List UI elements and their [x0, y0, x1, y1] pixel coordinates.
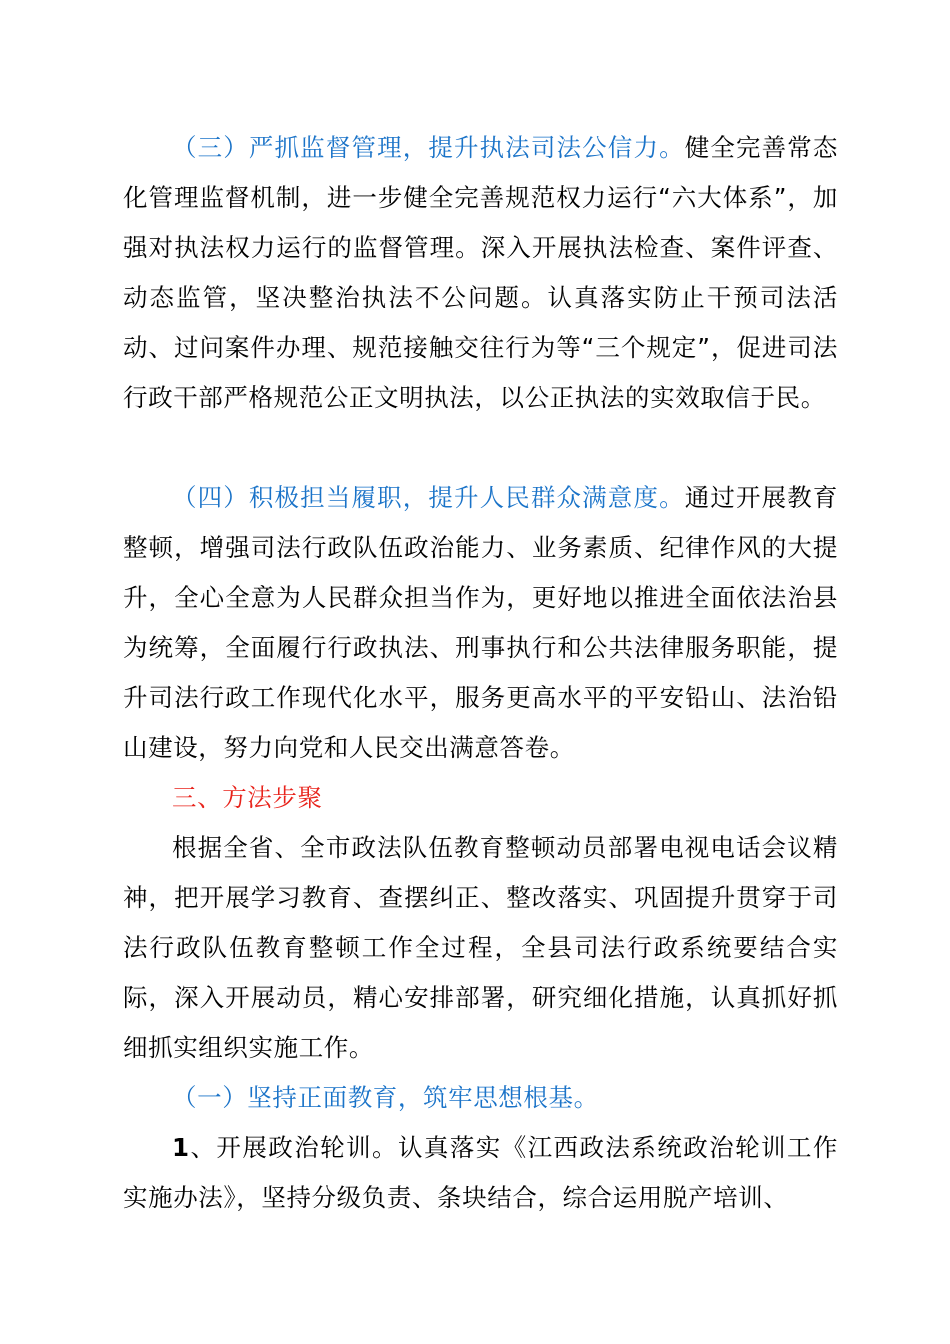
item-number: 1: [172, 1133, 190, 1162]
section-intro: 根据全省、全市政法队伍教育整顿动员部署电视电话会议精神，把开展学习教育、查摆纠正、整改落实、巩固提升贯穿于司法行政队伍教育整顿工作全过程，全县司法行政系统要结合实际，深入开展动员，精心安排部署，研究细化措施，认真抓好抓细抓实组织实施工作。: [123, 833, 838, 1062]
paragraph-heading: （四）积极担当履职，提升人民群众满意度。: [172, 483, 685, 512]
subsection-heading: （一）坚持正面教育，筑牢思想根基。: [172, 1083, 599, 1112]
paragraph-body: 健全完善常态化管理监督机制，进一步健全完善规范权力运行“六大体系”，加强对执法权力运行的监督管理。深入开展执法检查、案件评查、动态监管，坚决整治执法不公问题。认真落实防止干预司法活动、过问案件办理、规范接触交往行为等“三个规定”，促进司法行政干部严格规范公正文明执法，以公正执法的实效取信于民。: [123, 133, 838, 412]
item-text: 、开展政治轮训。认真落实《江西政法系统政治轮训工作实施办法》，坚持分级负责、条块结合，综合运用脱产培训、: [123, 1133, 838, 1212]
section-heading: 三、方法步聚: [172, 783, 323, 812]
paragraph-heading: （三）严抓监督管理，提升执法司法公信力。: [172, 133, 685, 162]
list-item-1: [123, 1123, 838, 1223]
paragraph-satisfaction: [123, 473, 838, 773]
paragraph-supervision: [123, 123, 838, 423]
paragraph-body: 通过开展教育整顿，增强司法行政队伍政治能力、业务素质、纪律作风的大提升，全心全意为人民群众担当作为，更好地以推进全面依法治县为统筹，全面履行行政执法、刑事执行和公共法律服务职能，提升司法行政工作现代化水平，服务更高水平的平安铅山、法治铅山建设，努力向党和人民交出满意答卷。: [123, 483, 838, 762]
